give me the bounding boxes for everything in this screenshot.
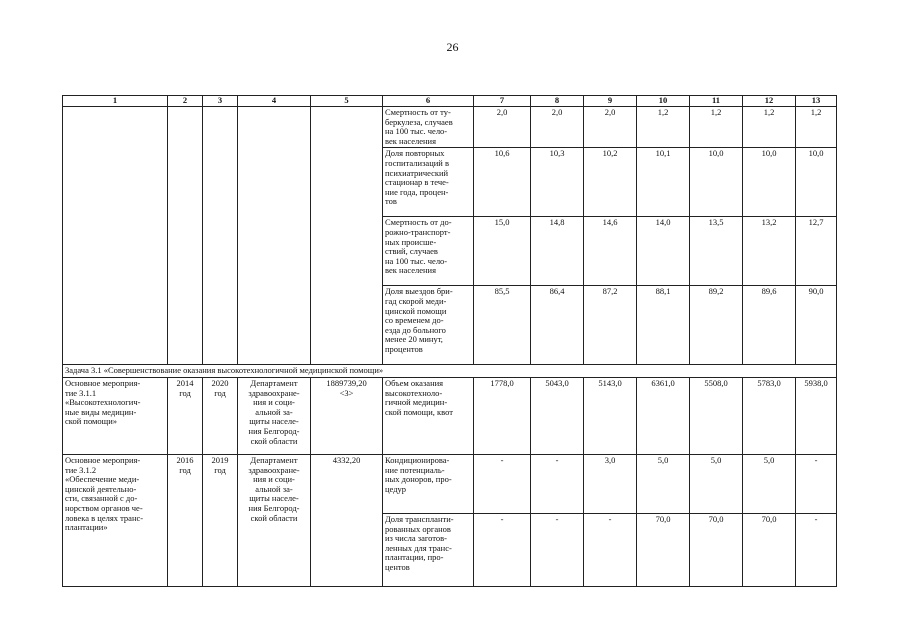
indicator-name: Объем оказания высокотехноло- гичной медицин- ской помощи, квот [383, 377, 474, 454]
end-year: 2020 год [203, 377, 238, 454]
task-title: Задача 3.1 «Совершенствование оказания высокотехнологичной медицинской помощи» [63, 365, 837, 378]
indicator-name: Доля повторных госпитализаций в психиатрический стационар в тече- ние года, процен- тов [383, 148, 474, 217]
value-cell: 13,2 [743, 217, 796, 286]
value-cell: 88,1 [637, 286, 690, 365]
header-cell: 3 [203, 96, 238, 107]
indicator-name: Доля выездов бри- гад скорой меди- цинской помощи со временем до- езда до больного менее 20 минут, процентов [383, 286, 474, 365]
header-cell: 6 [383, 96, 474, 107]
funding-amount: 4332,20 [311, 454, 383, 586]
value-cell: - [796, 454, 837, 513]
value-cell: 14,6 [584, 217, 637, 286]
value-cell: 1,2 [743, 107, 796, 148]
end-year: 2019 год [203, 454, 238, 586]
executor: Департамент здравоохране- ния и соци- альной за- щиты населе- ния Белгород- ской области [238, 377, 311, 454]
value-cell: - [474, 513, 531, 586]
task-row [63, 365, 837, 378]
value-cell: 89,2 [690, 286, 743, 365]
header-cell: 5 [311, 96, 383, 107]
value-cell: 10,1 [637, 148, 690, 217]
value-cell: 10,0 [690, 148, 743, 217]
empty-cell [311, 107, 383, 365]
value-cell: 10,3 [531, 148, 584, 217]
value-cell: 86,4 [531, 286, 584, 365]
value-cell: 5,0 [743, 454, 796, 513]
value-cell: 15,0 [474, 217, 531, 286]
value-cell: 70,0 [637, 513, 690, 586]
value-cell: 90,0 [796, 286, 837, 365]
value-cell: 14,8 [531, 217, 584, 286]
empty-cell [238, 107, 311, 365]
value-cell: 70,0 [690, 513, 743, 586]
event-name: Основное мероприя- тие 3.1.2 «Обеспечение меди- цинской деятельно- сти, связанной с до- норством органов че- ловека в целях транс- плантации» [63, 454, 168, 586]
header-cell: 4 [238, 96, 311, 107]
executor: Департамент здравоохране- ния и соци- альной за- щиты населе- ния Белгород- ской области [238, 454, 311, 586]
value-cell: 3,0 [584, 454, 637, 513]
value-cell: 10,2 [584, 148, 637, 217]
indicator-name: Кондиционирова- ние потенциаль- ных доноров, про- цедур [383, 454, 474, 513]
funding-amount: 1889739,20 <3> [311, 377, 383, 454]
value-cell: 1,2 [690, 107, 743, 148]
empty-cell [63, 107, 168, 365]
value-cell: 5143,0 [584, 377, 637, 454]
value-cell: 2,0 [584, 107, 637, 148]
table-row [63, 107, 837, 148]
header-row [63, 96, 837, 107]
header-cell: 12 [743, 96, 796, 107]
value-cell: - [531, 513, 584, 586]
start-year: 2014 год [168, 377, 203, 454]
value-cell: 5043,0 [531, 377, 584, 454]
value-cell: 10,0 [796, 148, 837, 217]
event-name: Основное мероприя- тие 3.1.1 «Высокотехнологич- ные виды медицин- ской помощи» [63, 377, 168, 454]
empty-cell [203, 107, 238, 365]
value-cell: 85,5 [474, 286, 531, 365]
value-cell: 1,2 [796, 107, 837, 148]
header-cell: 11 [690, 96, 743, 107]
value-cell: 5938,0 [796, 377, 837, 454]
value-cell: 13,5 [690, 217, 743, 286]
header-cell: 8 [531, 96, 584, 107]
value-cell: 5508,0 [690, 377, 743, 454]
value-cell: 10,0 [743, 148, 796, 217]
value-cell: 5,0 [690, 454, 743, 513]
value-cell: 2,0 [531, 107, 584, 148]
page-number: 26 [446, 40, 459, 54]
value-cell: - [584, 513, 637, 586]
value-cell: 70,0 [743, 513, 796, 586]
indicator-name: Доля транспланти- рованных органов из числа заготов- ленных для транс- плантации, про- центов [383, 513, 474, 586]
value-cell: 5,0 [637, 454, 690, 513]
value-cell: 5783,0 [743, 377, 796, 454]
value-cell: 89,6 [743, 286, 796, 365]
value-cell: 2,0 [474, 107, 531, 148]
indicator-name: Смертность от ту- беркулеза, случаев на 100 тыс. чело- век населения [383, 107, 474, 148]
event-row [63, 377, 837, 454]
value-cell: - [474, 454, 531, 513]
start-year: 2016 год [168, 454, 203, 586]
value-cell: 87,2 [584, 286, 637, 365]
value-cell: - [796, 513, 837, 586]
value-cell: 6361,0 [637, 377, 690, 454]
value-cell: 14,0 [637, 217, 690, 286]
value-cell: 1778,0 [474, 377, 531, 454]
indicator-name: Смертность от до- рожно-транспорт- ных происше- ствий, случаев на 100 тыс. чело- век населения [383, 217, 474, 286]
header-cell: 1 [63, 96, 168, 107]
value-cell: 10,6 [474, 148, 531, 217]
program-table [62, 95, 837, 587]
value-cell: - [531, 454, 584, 513]
event-row [63, 454, 837, 513]
header-cell: 2 [168, 96, 203, 107]
header-cell: 9 [584, 96, 637, 107]
header-cell: 10 [637, 96, 690, 107]
empty-cell [168, 107, 203, 365]
header-cell: 13 [796, 96, 837, 107]
header-cell: 7 [474, 96, 531, 107]
value-cell: 1,2 [637, 107, 690, 148]
value-cell: 12,7 [796, 217, 837, 286]
